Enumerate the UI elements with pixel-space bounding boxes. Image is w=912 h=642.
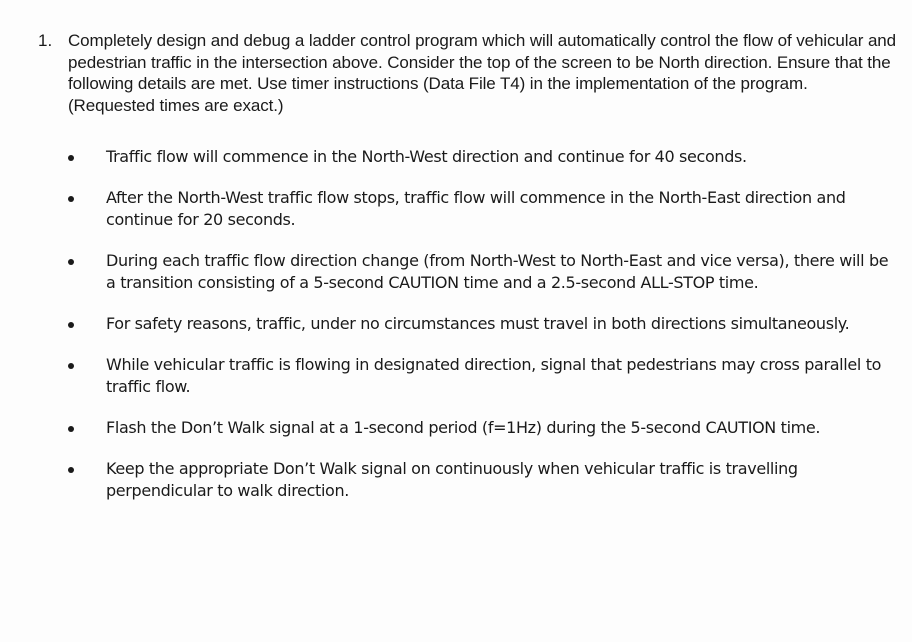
requirements-list: [68, 146, 898, 502]
bullet-icon: [68, 363, 74, 369]
bullet-icon: [68, 426, 74, 432]
list-item: [68, 458, 898, 502]
list-item-text: During each traffic flow direction change (from North-West to North-East and vice versa), there will be a transition consisting of a 5-second CAUTION time and a 2.5-second ALL-STOP time.: [106, 251, 889, 292]
list-item-text: After the North-West traffic flow stops, traffic flow will commence in the North-East direction and continue for 20 seconds.: [106, 188, 846, 229]
bullet-icon: [68, 467, 74, 473]
bullet-icon: [68, 196, 74, 202]
list-item: [68, 354, 898, 398]
bullet-icon: [68, 322, 74, 328]
list-item-text: Traffic flow will commence in the North-West direction and continue for 40 seconds.: [106, 147, 747, 166]
bullet-icon: [68, 155, 74, 161]
list-item: [68, 250, 898, 294]
list-item: [68, 146, 898, 168]
list-item-text: Keep the appropriate Don’t Walk signal on continuously when vehicular traffic is travelling perpendicular to walk direction.: [106, 459, 798, 500]
list-item: [68, 313, 898, 335]
list-item-text: Flash the Don’t Walk signal at a 1-second period (f=1Hz) during the 5-second CAUTION time.: [106, 418, 821, 437]
list-item: [68, 417, 898, 439]
list-item-text: For safety reasons, traffic, under no circumstances must travel in both directions simultaneously.: [106, 314, 850, 333]
list-item: [68, 187, 898, 231]
list-item-text: While vehicular traffic is flowing in designated direction, signal that pedestrians may cross parallel to traffic flow.: [106, 355, 882, 396]
question-text: Completely design and debug a ladder control program which will automatically control the flow of vehicular and pedestrian traffic in the intersection above. Consider the top of the screen to be North direction. Ensure that the following details are met. Use timer instructions (Data File T4) in the implementation of the program. (Requested times are exact.): [68, 31, 897, 115]
bullet-icon: [68, 259, 74, 265]
question-number: 1.: [38, 31, 53, 50]
